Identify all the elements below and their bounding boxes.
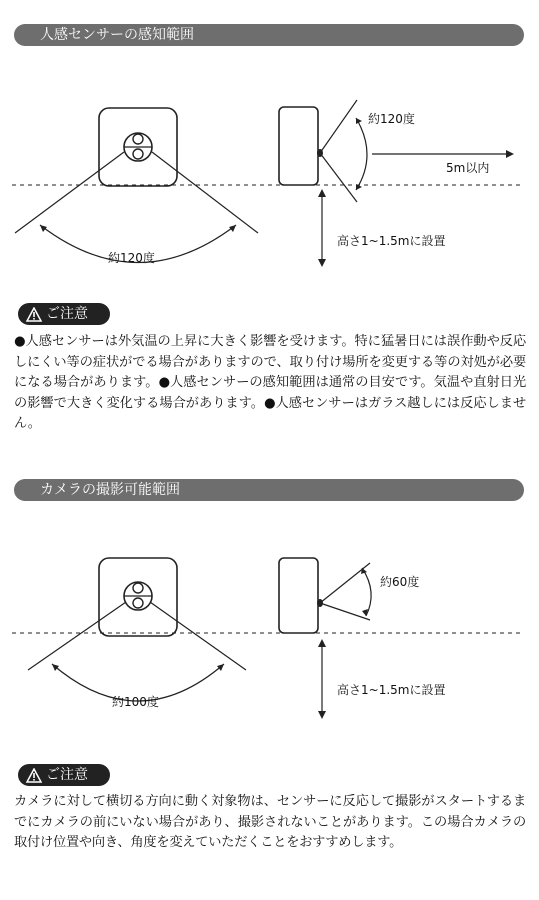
height-label: 高さ1~1.5mに設置 (337, 683, 446, 697)
height-label: 高さ1~1.5mに設置 (337, 234, 446, 248)
caution-label: ご注意 (46, 767, 88, 783)
side-device (279, 107, 318, 185)
front-angle-label: 約100度 (112, 695, 159, 709)
side-angle-label: 約120度 (368, 112, 415, 126)
section-title: 人感センサーの感知範囲 (40, 27, 194, 43)
side-angle-arc (356, 118, 367, 190)
distance-label: 5m以内 (446, 161, 490, 175)
caution-badge (18, 764, 110, 786)
front-range-line-right (152, 152, 258, 233)
front-angle-label: 約120度 (108, 251, 155, 265)
section-header-camera-range (14, 479, 524, 501)
caution-badge (18, 303, 110, 325)
caution-text: カメラに対して横切る方向に動く対象物は、センサーに反応して撮影がスタートするまでにカメラの前にいない場合があり、撮影されないことがあります。この場合カメラの取付け位置や向き、角度を変えていただくことをおすすめします。 (14, 794, 526, 850)
side-angle-label: 約60度 (380, 575, 420, 589)
side-range-line-bottom (320, 153, 357, 202)
side-range-line-top (320, 100, 357, 153)
warning-icon (26, 307, 42, 322)
side-device (279, 558, 318, 633)
camera-range-diagram (0, 548, 539, 748)
side-angle-arc (362, 568, 371, 616)
sensor-range-diagram (0, 90, 539, 290)
caution-text: ●人感センサーは外気温の上昇に大きく影響を受けます。特に猛暑日には誤作動や反応しにくい等の症状がでる場合がありますので、取り付け場所を変更する等の対処が必要になる場合があります。●人感センサーの感知範囲は通常の目安です。気温や直射日光の影響で大きく変化する場合があります。●人感センサーはガラス越しには反応しません。 (14, 334, 526, 431)
front-range-line-left (15, 152, 124, 233)
section-title: カメラの撮影可能範囲 (40, 482, 180, 498)
warning-icon (26, 768, 42, 783)
caution-label: ご注意 (46, 306, 88, 322)
section-header-sensor-range (14, 24, 524, 46)
